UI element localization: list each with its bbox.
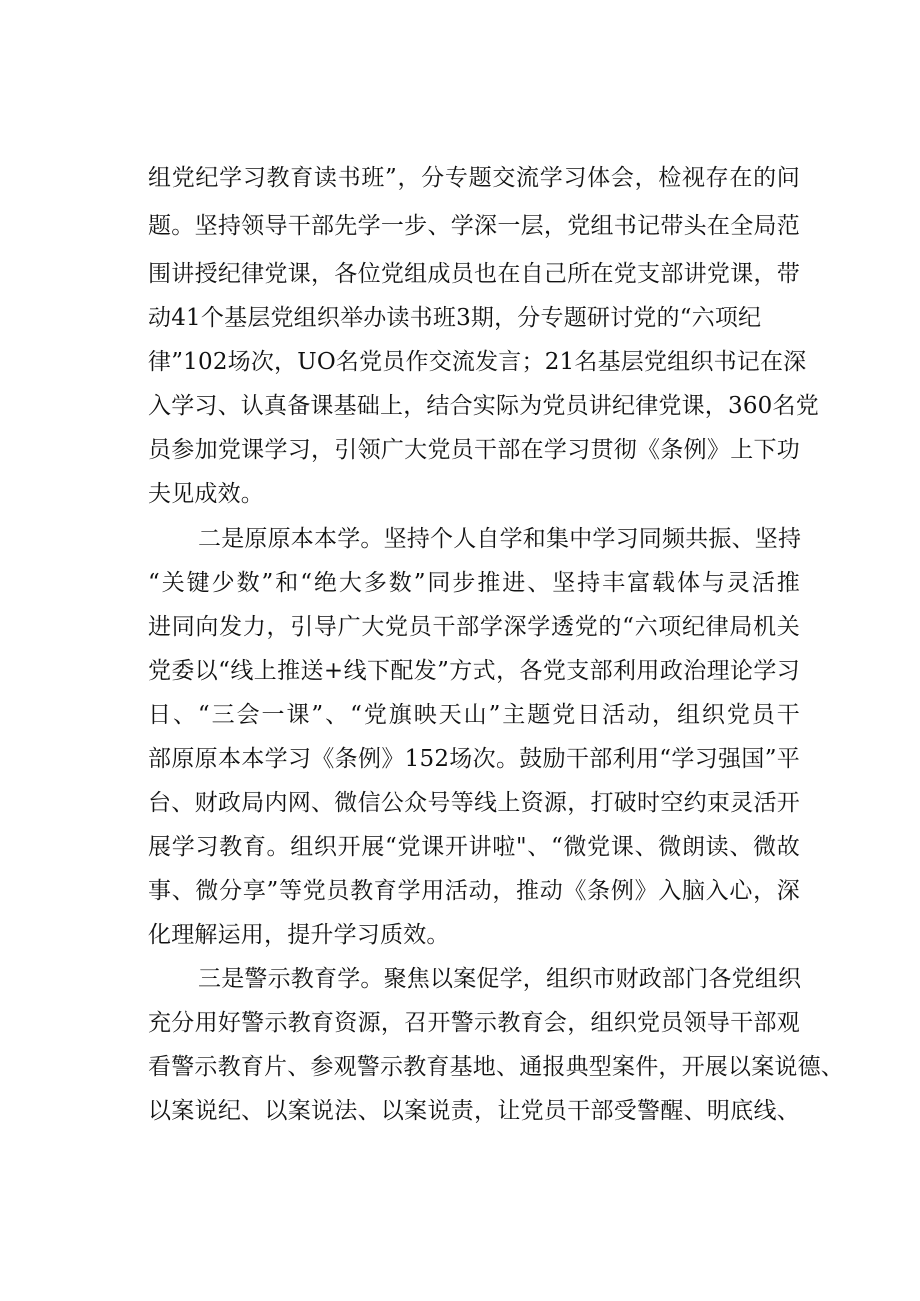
text-line-9: 二是原原本本学。坚持个人自学和集中学习同频共振、坚持 [198, 526, 802, 552]
text-line-11: 进同向发力，引导广大党员干部学深学透党的“六项纪律局机关 [148, 614, 800, 640]
text-line-13: 日、“三会一课”、“党旗映天山”主题党日活动，组织党员干 [148, 702, 800, 728]
text-line-17: 事、微分享”等党员教育学用活动，推动《条例》入脑入心，深 [148, 878, 800, 904]
text-line-3: 围讲授纪律党课，各位党组成员也在自己所在党支部讲党课，带 [148, 261, 800, 287]
text-line-2: 题。坚持领导干部先学一步、学深一层，党组书记带头在全局范 [148, 213, 800, 239]
text-line-8: 夫见成效。 [148, 481, 264, 507]
text-line-21: 看警示教育片、参观警示教育基地、通报典型案件，开展以案说德、 [148, 1054, 844, 1080]
text-line-22: 以案说纪、以案说法、以案说责，让党员干部受警醒、明底线、 [148, 1098, 800, 1124]
text-line-4: 动41个基层党组织举办读书班3期，分专题研讨党的“六项纪 [148, 305, 762, 331]
text-line-6: 入学习、认真备课基础上，结合实际为党员讲纪律党课，360名党 [148, 393, 819, 419]
text-line-12: 党委以“线上推送+线下配发”方式，各党支部利用政治理论学习 [148, 658, 800, 684]
text-line-18: 化理解运用，提升学习质效。 [148, 922, 450, 948]
text-line-1: 组党纪学习教育读书班”，分专题交流学习体会，检视存在的问 [148, 165, 800, 191]
text-line-14: 部原原本本学习《条例》152场次。鼓励干部利用“学习强国”平 [148, 746, 800, 772]
text-line-19: 三是警示教育学。聚焦以案促学，组织市财政部门各党组织 [198, 966, 802, 992]
text-line-16: 展学习教育。组织开展“党课开讲啦"、“微党课、微朗读、微故 [148, 834, 800, 860]
text-line-10: “关键少数”和“绝大多数”同步推进、坚持丰富载体与灵活推 [148, 570, 800, 596]
text-line-7: 员参加党课学习，引领广大党员干部在学习贯彻《条例》上下功 [148, 437, 800, 463]
text-line-5: 律”102场次，UO名党员作交流发言；21名基层党组织书记在深 [148, 349, 807, 375]
text-line-15: 台、财政局内网、微信公众号等线上资源，打破时空约束灵活开 [148, 790, 800, 816]
text-line-20: 充分用好警示教育资源，召开警示教育会，组织党员领导干部观 [148, 1010, 800, 1036]
